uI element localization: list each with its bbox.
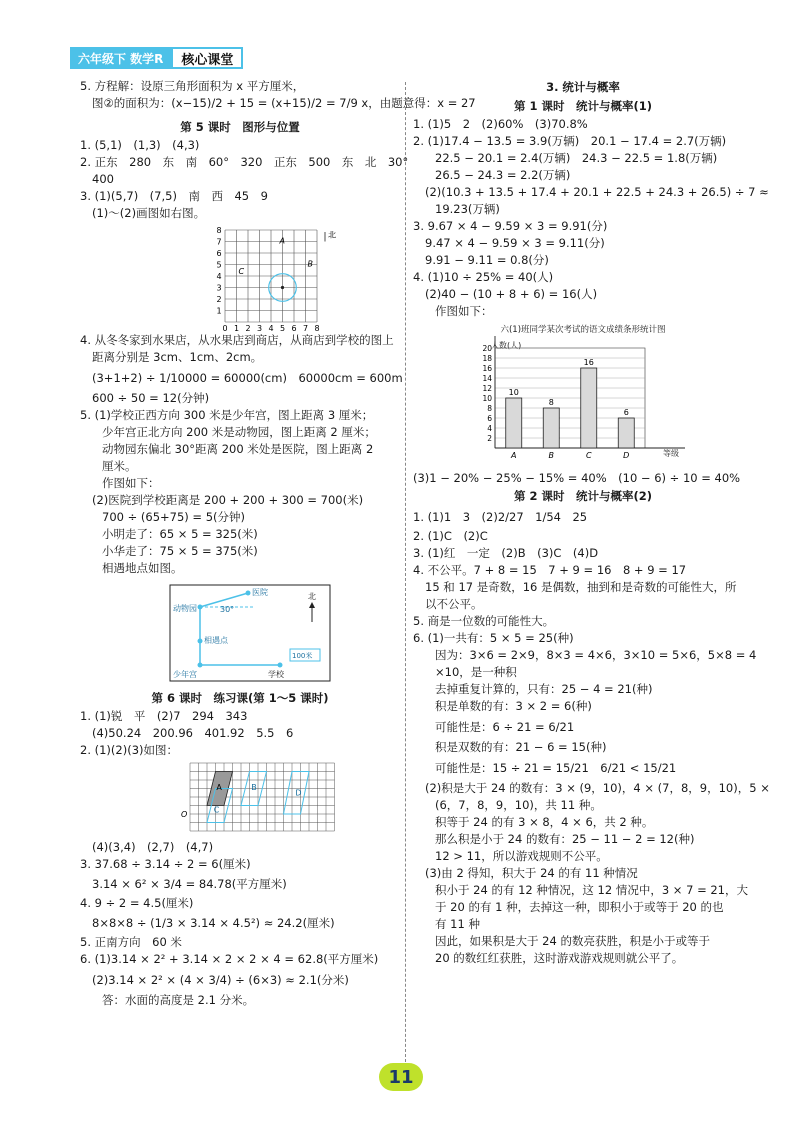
text-line: 4. 从冬冬家到水果店，从水果店到商店，从商店到学校的图上 bbox=[80, 333, 394, 347]
transform-grid bbox=[80, 759, 400, 839]
youth-dot bbox=[198, 663, 203, 668]
y-tick-label: 2 bbox=[216, 295, 222, 304]
y-tick-label: 20 bbox=[482, 344, 492, 353]
text-line: 2. (1)(2)(3)如图： bbox=[80, 743, 178, 757]
x-tick-label: 3 bbox=[256, 324, 263, 332]
bar-value-label: 10 bbox=[508, 388, 519, 397]
text-line: (2)40 − (10 + 8 + 6) = 16(人) bbox=[425, 287, 598, 301]
meet-label: 相遇点 bbox=[204, 636, 228, 645]
lesson-title: 第 6 课时 练习课(第 1～5 课时) bbox=[151, 691, 329, 705]
y-tick-label: 2 bbox=[487, 434, 492, 443]
text-line: (2)3.14 × 2² × (4 × 3/4) ÷ (6×3) ≈ 2.1(分米) bbox=[92, 973, 349, 987]
text-line: 答：水面的高度是 2.1 分米。 bbox=[102, 993, 255, 1007]
y-tick-label: 4 bbox=[487, 424, 492, 433]
coordinate-grid bbox=[80, 222, 400, 332]
text-line: 5. (1)学校正西方向 300 米是少年宫，图上距离 3 厘米； bbox=[80, 408, 374, 422]
text-line: (2)(10.3 + 13.5 + 17.4 + 20.1 + 22.5 + 24.3 + 26.5) ÷ 7 ≈ bbox=[425, 185, 769, 199]
point-b-label: B bbox=[307, 259, 313, 269]
chart-ylabel: 人数(人) bbox=[491, 341, 522, 350]
lesson-title: 第 1 课时 统计与概率(1) bbox=[513, 99, 653, 113]
shape-d-label: D bbox=[295, 788, 302, 798]
y-tick-label: 16 bbox=[482, 364, 492, 373]
x-tick-label: 5 bbox=[279, 324, 286, 332]
text-line: 厘米。 bbox=[102, 459, 137, 473]
text-line: (4)(3,4) (2,7) (4,7) bbox=[92, 840, 214, 854]
map-frame bbox=[170, 585, 330, 681]
meet-dot bbox=[198, 639, 203, 644]
text-line: 8×8×8 ÷ (1/3 × 3.14 × 4.5²) ≈ 24.2(厘米) bbox=[92, 916, 335, 930]
text-line: (3)由 2 得知，积大于 24 的有 11 种情况 bbox=[425, 866, 638, 880]
text-line: 有 11 种 bbox=[435, 917, 480, 931]
text-line: 少年宫正北方向 200 米是动物园，图上距离 2 厘米； bbox=[102, 425, 376, 439]
text-line: 3. 9.67 × 4 − 9.59 × 3 = 9.91(分) bbox=[413, 219, 608, 233]
text-line: 26.5 − 24.3 = 2.2(万辆) bbox=[435, 168, 571, 182]
text-line: 9.47 × 4 − 9.59 × 3 = 9.11(分) bbox=[425, 236, 605, 250]
shape-b-label: B bbox=[251, 783, 257, 793]
chart-title: 六(1)班同学某次考试的语文成绩条形统计图 bbox=[500, 325, 666, 335]
text-line: 600 ÷ 50 = 12(分钟) bbox=[92, 391, 210, 405]
circle-center bbox=[281, 286, 284, 289]
zoo-dot bbox=[198, 605, 203, 610]
text-line: 以不公平。 bbox=[425, 597, 483, 611]
x-tick-label: 4 bbox=[268, 324, 274, 332]
school-label: 学校 bbox=[268, 670, 284, 679]
hospital-dot bbox=[246, 591, 251, 596]
y-tick-label: 12 bbox=[482, 384, 492, 393]
text-line: 积小于 24 的有 12 种情况，这 12 情况中，3 × 7 = 21，大 bbox=[435, 883, 748, 897]
y-tick-label: 10 bbox=[482, 394, 492, 403]
text-line: 积等于 24 的有 3 × 8，4 × 6，共 2 种。 bbox=[435, 815, 654, 829]
point-a-label: A bbox=[279, 236, 285, 246]
text-line: 1. (1)1 3 (2)2/27 1/54 25 bbox=[413, 510, 588, 524]
text-line: 22.5 − 20.1 = 2.4(万辆) 24.3 − 22.5 = 1.8(万辆) bbox=[435, 151, 718, 165]
text-line: 去掉重复计算的，只有：25 − 4 = 21(种) bbox=[435, 682, 653, 696]
text-line: 700 ÷ (65+75) = 5(分钟) bbox=[102, 510, 246, 524]
text-line: 积是双数的有：21 − 6 = 15(种) bbox=[435, 740, 607, 754]
text-line: 距离分别是 3cm、1cm、2cm。 bbox=[92, 350, 263, 364]
lesson-title: 第 5 课时 图形与位置 bbox=[180, 120, 300, 134]
chart-xlabel: 等级 bbox=[663, 449, 679, 458]
text-line: 5. 方程解：设原三角形面积为 x 平方厘米， bbox=[80, 79, 305, 93]
column-divider bbox=[405, 82, 406, 1082]
zoo-label: 动物园 bbox=[173, 604, 197, 613]
text-line: 小华走了：75 × 5 = 375(米) bbox=[102, 544, 258, 558]
y-tick-label: 18 bbox=[482, 354, 492, 363]
text-line: 6. (1)一共有：5 × 5 = 25(种) bbox=[413, 631, 574, 645]
text-line: (4)50.24 200.96 401.92 5.5 6 bbox=[92, 726, 294, 740]
text-line: 因为：3×6 = 2×9，8×3 = 4×6，3×10 = 5×6，5×8 = 4 bbox=[435, 648, 757, 662]
bar bbox=[618, 418, 634, 448]
bar-value-label: 8 bbox=[548, 398, 554, 407]
north-label: 北 bbox=[308, 592, 316, 601]
shape-c-label: C bbox=[213, 805, 220, 815]
text-line: 1. (1)锐 平 (2)7 294 343 bbox=[80, 709, 248, 723]
text-line: 图②的面积为：(x−15)/2 + 15 = (x+15)/2 = 7/9 x，由题意得：x = 27 bbox=[92, 96, 476, 110]
text-line: 那么积是小于 24 的数有：25 − 11 − 2 = 12(种) bbox=[435, 832, 695, 846]
x-tick-label: D bbox=[623, 451, 630, 460]
youth-label: 少年宫 bbox=[173, 670, 197, 679]
y-tick-label: 4 bbox=[216, 272, 222, 281]
y-tick-label: 6 bbox=[487, 414, 492, 423]
bar bbox=[506, 398, 522, 448]
text-line: 15 和 17 是奇数，16 是偶数，抽到和是奇数的可能性大，所 bbox=[425, 580, 737, 594]
text-line: 3.14 × 6² × 3/4 = 84.78(平方厘米) bbox=[92, 877, 287, 891]
bar-value-label: 16 bbox=[583, 358, 594, 367]
text-line: 作图如下： bbox=[435, 304, 493, 318]
point-c-label: C bbox=[238, 267, 245, 276]
x-tick-label: 8 bbox=[314, 324, 320, 332]
text-line: 400 bbox=[92, 172, 114, 186]
text-line: (2)医院到学校距离是 200 + 200 + 300 = 700(米) bbox=[92, 493, 364, 507]
x-tick-label: C bbox=[585, 451, 592, 460]
x-tick-label: 1 bbox=[233, 324, 240, 332]
x-tick-label: A bbox=[511, 451, 517, 460]
y-tick-label: 7 bbox=[216, 237, 222, 247]
text-line: 于 20 的有 1 种，去掉这一种，即积小于或等于 20 的也 bbox=[435, 900, 724, 914]
text-line: 4. 9 ÷ 2 = 4.5(厘米) bbox=[80, 896, 194, 910]
text-line: (1)～(2)画图如右图。 bbox=[92, 206, 206, 220]
text-line: 积是单数的有：3 × 2 = 6(种) bbox=[435, 699, 592, 713]
bar bbox=[581, 368, 597, 448]
text-line: 20 的数红红获胜，这时游戏游戏规则就公平了。 bbox=[435, 951, 684, 965]
scale-label: 100米 bbox=[292, 652, 313, 660]
text-line: (2)积是大于 24 的数有：3 × (9，10)，4 × (7，8，9，10)，5 × bbox=[425, 781, 770, 795]
text-line: 6. (1)3.14 × 2² + 3.14 × 2 × 2 × 4 = 62.8(平方厘米) bbox=[80, 952, 379, 966]
x-tick-label: 0 bbox=[222, 324, 228, 332]
text-line: (3)1 − 20% − 25% − 15% = 40% (10 − 6) ÷ 10 = 40% bbox=[413, 471, 741, 485]
text-line: 4. (1)10 ÷ 25% = 40(人) bbox=[413, 270, 554, 284]
unit-title: 3. 统计与概率 bbox=[546, 80, 620, 94]
bar bbox=[543, 408, 559, 448]
y-tick-label: 8 bbox=[487, 404, 492, 413]
text-line: 2. 正东 280 东 南 60° 320 正东 500 东 北 30° bbox=[80, 155, 409, 169]
text-line: 3. (1)红 一定 (2)B (3)C (4)D bbox=[413, 546, 599, 560]
series-label: 核心课堂 bbox=[171, 47, 243, 69]
north-label: 北 bbox=[328, 230, 336, 240]
text-line: 5. 正南方向 60 米 bbox=[80, 935, 182, 949]
text-line: 3. (1)(5,7) (7,5) 南 西 45 9 bbox=[80, 189, 268, 203]
text-line: (6，7，8，9，10)，共 11 种。 bbox=[435, 798, 602, 812]
text-line: 12 > 11，所以游戏规则不公平。 bbox=[435, 849, 608, 863]
route-map bbox=[80, 577, 400, 689]
text-line: 动物园东偏北 30°距离 200 米处是医院，图上距离 2 bbox=[102, 442, 374, 456]
text-line: 可能性是：6 ÷ 21 = 6/21 bbox=[435, 720, 575, 734]
header-banner bbox=[70, 47, 243, 69]
x-tick-label: 6 bbox=[291, 324, 297, 332]
x-tick-label: B bbox=[548, 451, 554, 460]
text-line: 作图如下： bbox=[102, 476, 160, 490]
school-dot bbox=[278, 663, 283, 668]
text-line: ×10，是一种积 bbox=[435, 665, 517, 679]
grade-label: 六年级下 数学R bbox=[70, 47, 171, 69]
text-line: 1. (1)5 2 (2)60% (3)70.8% bbox=[413, 117, 588, 131]
text-line: 19.23(万辆) bbox=[435, 202, 500, 216]
origin-label: O bbox=[181, 810, 188, 819]
y-tick-label: 6 bbox=[216, 249, 222, 258]
text-line: 5. 商是一位数的可能性大。 bbox=[413, 614, 555, 628]
x-tick-label: 7 bbox=[302, 324, 309, 332]
text-line: 1. (5,1) (1,3) (4,3) bbox=[80, 138, 200, 152]
text-line: 3. 37.68 ÷ 3.14 ÷ 2 = 6(厘米) bbox=[80, 857, 251, 871]
hospital-label: 医院 bbox=[252, 588, 268, 597]
text-line: (3+1+2) ÷ 1/10000 = 60000(cm) 60000cm = 600m bbox=[92, 371, 403, 385]
text-line: 4. 不公平。7 + 8 = 15 7 + 9 = 16 8 + 9 = 17 bbox=[413, 563, 687, 577]
angle-label: 30° bbox=[220, 605, 235, 614]
shape-a-label: A bbox=[216, 783, 222, 793]
text-line: 2. (1)C (2)C bbox=[413, 529, 488, 543]
y-tick-label: 1 bbox=[216, 306, 222, 316]
y-tick-label: 5 bbox=[216, 260, 222, 270]
y-tick-label: 8 bbox=[216, 226, 222, 235]
text-line: 小明走了：65 × 5 = 325(米) bbox=[102, 527, 258, 541]
text-line: 因此，如果积是大于 24 的数亮获胜，积是小于或等于 bbox=[435, 934, 710, 948]
y-tick-label: 3 bbox=[216, 283, 222, 293]
x-tick-label: 2 bbox=[245, 324, 251, 332]
text-line: 9.91 − 9.11 = 0.8(分) bbox=[425, 253, 549, 267]
text-line: 可能性是：15 ÷ 21 = 15/21 6/21 < 15/21 bbox=[435, 761, 677, 775]
text-line: 2. (1)17.4 − 13.5 = 3.9(万辆) 20.1 − 17.4 = 2.7(万辆) bbox=[413, 134, 727, 148]
y-tick-label: 14 bbox=[482, 374, 492, 383]
page-number: 11 bbox=[379, 1063, 423, 1091]
right-column bbox=[413, 78, 770, 967]
bar-chart bbox=[413, 320, 753, 470]
bar-value-label: 6 bbox=[623, 408, 629, 417]
lesson-title: 第 2 课时 统计与概率(2) bbox=[513, 489, 653, 503]
text-line: 相遇地点如图。 bbox=[102, 561, 183, 575]
